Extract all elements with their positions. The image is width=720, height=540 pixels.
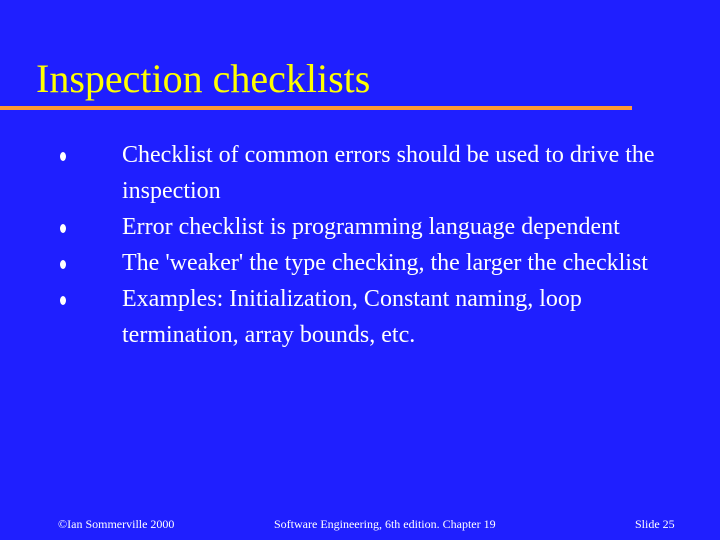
- bullet-text: The 'weaker' the type checking, the larger the checklist: [122, 250, 648, 276]
- bullet-dot-icon: [60, 296, 66, 305]
- bullet-list: [0, 137, 720, 353]
- bullet-item: [0, 137, 720, 209]
- bullet-dot-icon: [60, 260, 66, 269]
- bullet-item: [0, 281, 720, 353]
- bullet-text: Checklist of common errors should be used to drive the inspection: [122, 142, 655, 204]
- bullet-item: [0, 245, 720, 281]
- bullet-item: [0, 209, 720, 245]
- bullet-dot-icon: [60, 224, 66, 233]
- footer-slide-number: Slide 25: [635, 517, 675, 531]
- bullet-text: Examples: Initialization, Constant naming, loop termination, array bounds, etc.: [122, 286, 582, 348]
- slide-title: Inspection checklists: [36, 56, 371, 101]
- bullet-text: Error checklist is programming language dependent: [122, 214, 620, 240]
- footer-book-title: Software Engineering, 6th edition. Chapter 19: [274, 517, 496, 531]
- title-underline: [0, 106, 632, 110]
- bullet-dot-icon: [60, 152, 66, 161]
- footer-copyright: ©Ian Sommerville 2000: [58, 517, 175, 531]
